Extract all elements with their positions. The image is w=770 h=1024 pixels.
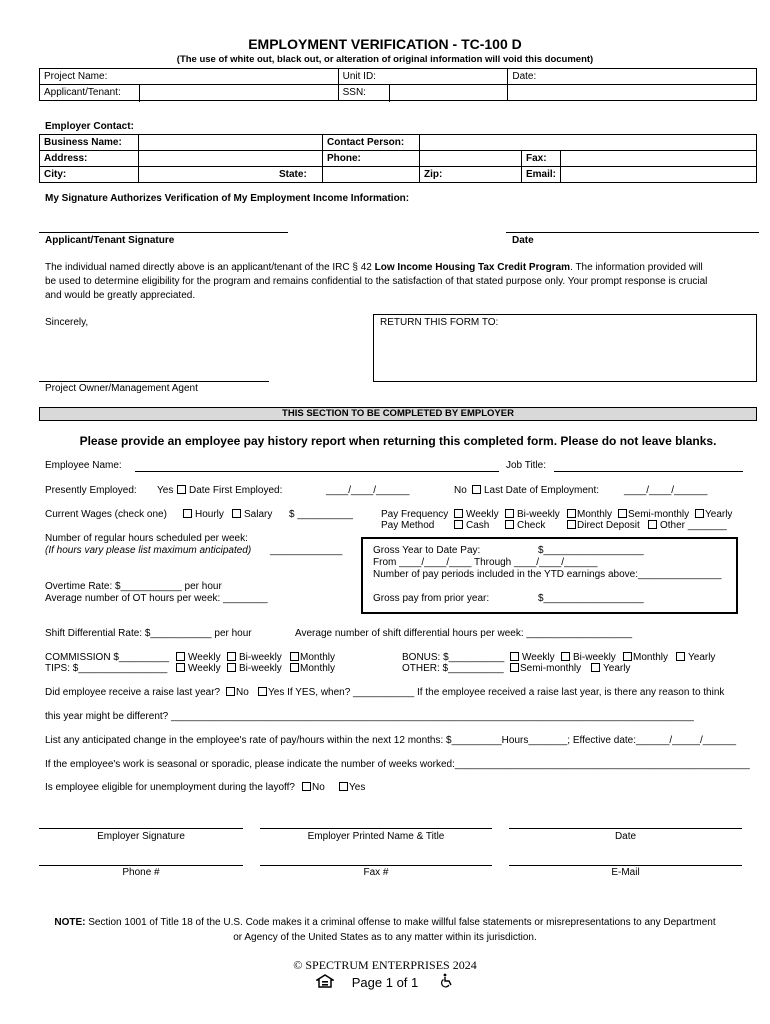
no-option-label: No bbox=[454, 485, 467, 496]
shift-hours-input[interactable]: Average number of shift differential hours per week: ___________________ bbox=[295, 628, 633, 639]
address-label: Address: bbox=[40, 151, 139, 167]
wage-amount-input[interactable]: $ __________ bbox=[289, 509, 353, 520]
employer-instruction: Please provide an employee pay history report when returning this completed form. Please do not leave blanks. bbox=[79, 434, 717, 448]
applicant-date-label: Date bbox=[512, 235, 534, 246]
ytd-from-through-input[interactable]: From ____/____/____ Through ____/____/______ bbox=[373, 557, 598, 568]
copyright-text: © SPECTRUM ENTERPRISES 2024 bbox=[293, 958, 477, 972]
unemployment-question: Is employee eligible for unemployment during the layoff? bbox=[45, 782, 295, 793]
authorization-text: My Signature Authorizes Verification of My Employment Income Information: bbox=[45, 193, 410, 204]
last-date-checkbox[interactable] bbox=[472, 485, 599, 496]
other-yearly-checkbox[interactable]: Yearly bbox=[591, 663, 630, 674]
bonus-input[interactable]: BONUS: $__________ bbox=[402, 652, 505, 663]
other-method-checkbox[interactable]: Other _______ bbox=[648, 520, 727, 531]
page-subtitle: (The use of white out, black out, or alteration of original information will void this document) bbox=[176, 54, 594, 65]
seasonal-weeks-input[interactable]: If the employee's work is seasonal or sporadic, please indicate the number of weeks worked:_____________________________________________________ bbox=[45, 759, 750, 770]
semimonthly-freq-checkbox[interactable]: Semi-monthly bbox=[618, 509, 689, 520]
applicant-input[interactable] bbox=[139, 85, 341, 102]
phone-label: Phone: bbox=[323, 151, 420, 167]
bonus-biweekly-checkbox[interactable]: Bi-weekly bbox=[561, 652, 616, 663]
commission-monthly-checkbox[interactable]: Monthly bbox=[290, 652, 335, 663]
phone-label: Phone # bbox=[122, 867, 160, 878]
state-input[interactable] bbox=[323, 167, 420, 183]
fax-input[interactable] bbox=[561, 151, 757, 167]
legal-note: NOTE: Section 1001 of Title 18 of the U.S. Code makes it a criminal offense to make willful false statements or misrepresentations to any Department or Agency of the United States as to any matter within its jurisdiction. bbox=[54, 917, 716, 943]
first-employed-checkbox[interactable] bbox=[177, 485, 282, 496]
unit-id-label[interactable]: Unit ID: bbox=[338, 69, 508, 85]
email-label: E-Mail bbox=[611, 867, 640, 878]
bonus-weekly-checkbox[interactable]: Weekly bbox=[510, 652, 555, 663]
commission-weekly-checkbox[interactable]: Weekly bbox=[176, 652, 221, 663]
return-form-label: RETURN THIS FORM TO: bbox=[380, 317, 499, 328]
commission-input[interactable]: COMMISSION $_________ bbox=[45, 652, 169, 663]
intro-paragraph: The individual named directly above is an applicant/tenant of the IRC § 42 Low Income Housing Tax Credit Program. The information provided will be used to determine eligibility for the program and remains confidential to the satisfaction of that stated purpose only. Your prompt response is crucial and would be greatly appreciated. bbox=[45, 262, 708, 301]
date-first-employed-label: Date First Employed: bbox=[189, 485, 283, 496]
page-number: Page 1 of 1 bbox=[351, 975, 419, 990]
employer-contact-table bbox=[39, 134, 757, 183]
city-input[interactable] bbox=[139, 167, 323, 183]
raise-yes-checkbox[interactable]: Yes If YES, when? ___________ If the employee received a raise last year, is there any reason to think bbox=[258, 687, 724, 698]
project-name-label[interactable]: Project Name: bbox=[40, 69, 339, 85]
cash-checkbox[interactable]: Cash bbox=[454, 520, 489, 531]
raise-no-checkbox[interactable]: No bbox=[226, 687, 249, 698]
gross-ytd-input[interactable]: $__________________ bbox=[538, 545, 644, 556]
commission-biweekly-checkbox[interactable]: Bi-weekly bbox=[227, 652, 282, 663]
applicant-signature-line[interactable] bbox=[39, 232, 288, 233]
printed-name-line[interactable] bbox=[260, 828, 492, 829]
sincerely-text: Sincerely, bbox=[45, 317, 89, 328]
job-title-label: Job Title: bbox=[506, 460, 547, 471]
zip-input[interactable] bbox=[420, 167, 522, 183]
address-input[interactable] bbox=[139, 151, 323, 167]
accessibility-icon bbox=[440, 973, 454, 988]
employer-signature-line[interactable] bbox=[39, 828, 243, 829]
regular-hours-note: (If hours vary please list maximum anticipated) bbox=[45, 545, 252, 556]
printed-name-label: Employer Printed Name & Title bbox=[307, 831, 445, 842]
ssn-input[interactable] bbox=[389, 85, 390, 102]
yearly-freq-checkbox[interactable]: Yearly bbox=[695, 509, 732, 520]
check-checkbox[interactable]: Check bbox=[505, 520, 545, 531]
regular-hours-input[interactable]: _____________ bbox=[270, 545, 343, 556]
applicant-date-line[interactable] bbox=[506, 232, 759, 233]
salary-checkbox[interactable]: Salary bbox=[232, 509, 272, 520]
job-title-input[interactable] bbox=[554, 471, 743, 472]
owner-agent-line[interactable] bbox=[39, 381, 269, 382]
yes-option-label: Yes bbox=[157, 485, 174, 496]
equal-housing-icon bbox=[316, 974, 334, 988]
employer-section-banner: THIS SECTION TO BE COMPLETED BY EMPLOYER bbox=[39, 407, 757, 421]
unemployment-yes-checkbox[interactable]: Yes bbox=[339, 782, 365, 793]
employer-date-label: Date bbox=[614, 831, 637, 842]
city-label: City: bbox=[40, 167, 139, 183]
applicant-signature-label: Applicant/Tenant Signature bbox=[45, 235, 175, 246]
ssn-value[interactable] bbox=[508, 85, 757, 101]
weekly-freq-checkbox[interactable]: Weekly bbox=[454, 509, 499, 520]
tips-weekly-checkbox[interactable]: Weekly bbox=[176, 663, 221, 674]
page-title: EMPLOYMENT VERIFICATION - TC-100 D bbox=[248, 36, 522, 52]
last-date-employment-label: Last Date of Employment: bbox=[484, 485, 600, 496]
tips-biweekly-checkbox[interactable]: Bi-weekly bbox=[227, 663, 282, 674]
bonus-yearly-checkbox[interactable]: Yearly bbox=[676, 652, 715, 663]
applicant-label: Applicant/Tenant: bbox=[40, 85, 339, 101]
tips-monthly-checkbox[interactable]: Monthly bbox=[290, 663, 335, 674]
fax-label: Fax: bbox=[522, 151, 561, 167]
employee-name-input[interactable] bbox=[135, 471, 499, 472]
hourly-checkbox[interactable]: Hourly bbox=[183, 509, 224, 520]
email-label: Email: bbox=[522, 167, 561, 183]
fax-line[interactable] bbox=[260, 865, 492, 866]
employer-date-line[interactable] bbox=[509, 828, 742, 829]
ot-hours-input[interactable]: Average number of OT hours per week: ________ bbox=[45, 593, 268, 604]
unemployment-no-checkbox[interactable]: No bbox=[302, 782, 325, 793]
email-input[interactable] bbox=[561, 167, 757, 183]
phone-line[interactable] bbox=[39, 865, 243, 866]
overtime-rate-input[interactable]: Overtime Rate: $___________ per hour bbox=[45, 581, 222, 592]
gross-prior-input[interactable]: $__________________ bbox=[538, 593, 644, 604]
other-semimonthly-checkbox[interactable]: Semi-monthly bbox=[510, 663, 581, 674]
tips-input[interactable]: TIPS: $________________ bbox=[45, 663, 168, 674]
zip-label: Zip: bbox=[424, 169, 443, 180]
date-label[interactable]: Date: bbox=[508, 69, 757, 85]
email-line[interactable] bbox=[509, 865, 742, 866]
monthly-freq-checkbox[interactable]: Monthly bbox=[567, 509, 612, 520]
other-income-input[interactable]: OTHER: $__________ bbox=[402, 663, 504, 674]
date-first-employed-input[interactable]: ____/____/______ bbox=[326, 485, 410, 496]
shift-diff-input[interactable]: Shift Differential Rate: $___________ per hour bbox=[45, 628, 252, 639]
presently-employed-label: Presently Employed: bbox=[45, 485, 137, 496]
state-label: State: bbox=[279, 169, 307, 180]
business-name-input[interactable] bbox=[139, 135, 323, 151]
employer-signature-label: Employer Signature bbox=[97, 831, 185, 842]
current-wages-label: Current Wages (check one) bbox=[45, 509, 167, 520]
last-date-employment-input[interactable]: ____/____/______ bbox=[624, 485, 708, 496]
ssn-label[interactable]: SSN: bbox=[338, 85, 508, 101]
direct-deposit-checkbox[interactable]: Direct Deposit bbox=[567, 520, 640, 531]
pay-periods-input[interactable]: Number of pay periods included in the YTD earnings above:_______________ bbox=[373, 569, 722, 580]
gross-prior-label: Gross pay from prior year: bbox=[373, 593, 490, 604]
return-form-box[interactable] bbox=[373, 314, 757, 382]
contact-person-input[interactable] bbox=[420, 135, 757, 151]
contact-person-label: Contact Person: bbox=[323, 135, 420, 151]
bonus-monthly-checkbox[interactable]: Monthly bbox=[623, 652, 668, 663]
pay-frequency-label: Pay Frequency bbox=[381, 509, 449, 520]
business-name-label: Business Name: bbox=[40, 135, 139, 151]
regular-hours-label: Number of regular hours scheduled per week: bbox=[45, 533, 248, 544]
fax-label: Fax # bbox=[363, 867, 389, 878]
pay-method-label: Pay Method bbox=[381, 520, 435, 531]
gross-ytd-label: Gross Year to Date Pay: bbox=[373, 545, 481, 556]
owner-agent-label: Project Owner/Management Agent bbox=[45, 383, 198, 394]
phone-input[interactable] bbox=[420, 151, 522, 167]
raise-question: Did employee receive a raise last year? bbox=[45, 687, 221, 698]
anticipated-change-input[interactable]: List any anticipated change in the employee's rate of pay/hours within the next 12 months: $_________Hours_______; Effective date:______/_____/______ bbox=[45, 735, 737, 746]
employee-name-label: Employee Name: bbox=[45, 460, 122, 471]
raise-difference-input[interactable]: this year might be different? ______________________________________________________________________________________________ bbox=[45, 711, 694, 722]
employer-contact-heading: Employer Contact: bbox=[45, 121, 134, 132]
biweekly-freq-checkbox[interactable]: Bi-weekly bbox=[505, 509, 560, 520]
